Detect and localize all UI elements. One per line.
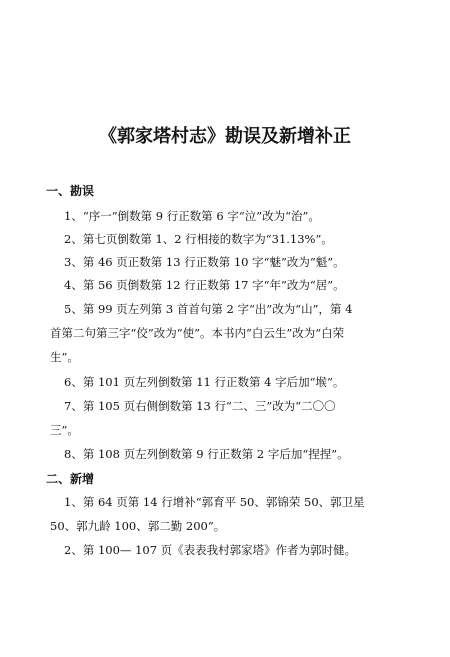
document-title: 《郭家塔村志》勘误及新增补正 — [99, 126, 351, 147]
errata-item-1-line-1: 1、“序一”倒数第 9 行正数第 6 字“泣”改为“治”。 — [64, 209, 320, 223]
errata-item-4-line-1: 4、第 56 页倒数第 12 行正数第 17 字“年”改为“居”。 — [64, 278, 345, 292]
errata-item-5-line-2: 首第二句第三字“佼”改为“使”。本书内“白云生”改为“白荣 — [50, 326, 345, 340]
errata-item-6-line-1: 6、第 101 页左列倒数第 11 行正数第 4 字后加“堠”。 — [64, 375, 345, 389]
addition-item-1-line-1: 1、第 64 页第 14 行增补“郭育平 50、郭锦荣 50、郭卫星 — [64, 495, 365, 509]
section-heading-additions: 二、新增 — [46, 472, 95, 486]
errata-item-7-line-1: 7、第 105 页右侧倒数第 13 行“二、三”改为“二〇〇 — [64, 399, 336, 413]
errata-item-5-line-3: 生”。 — [50, 350, 79, 364]
addition-item-2-line-1: 2、第 100— 107 页《表表我村郭家塔》作者为郭时健。 — [64, 543, 357, 557]
section-heading-errata: 一、勘误 — [46, 184, 95, 198]
addition-item-1-line-2: 50、郭九龄 100、郭二勤 200”。 — [50, 519, 226, 533]
errata-item-5-line-1: 5、第 99 页左列第 3 首首句第 2 字“出”改为“山”，第 4 — [64, 302, 353, 316]
errata-item-2-line-1: 2、第七页倒数第 1、2 行相接的数字为“31.13%”。 — [64, 232, 333, 246]
errata-item-7-line-2: 三”。 — [50, 423, 79, 437]
errata-item-3-line-1: 3、第 46 页正数第 13 行正数第 10 字“魅”改为“魁”。 — [64, 255, 345, 269]
errata-item-8-line-1: 8、第 108 页左列倒数第 9 行正数第 2 字后加“捏捏”。 — [64, 447, 349, 461]
